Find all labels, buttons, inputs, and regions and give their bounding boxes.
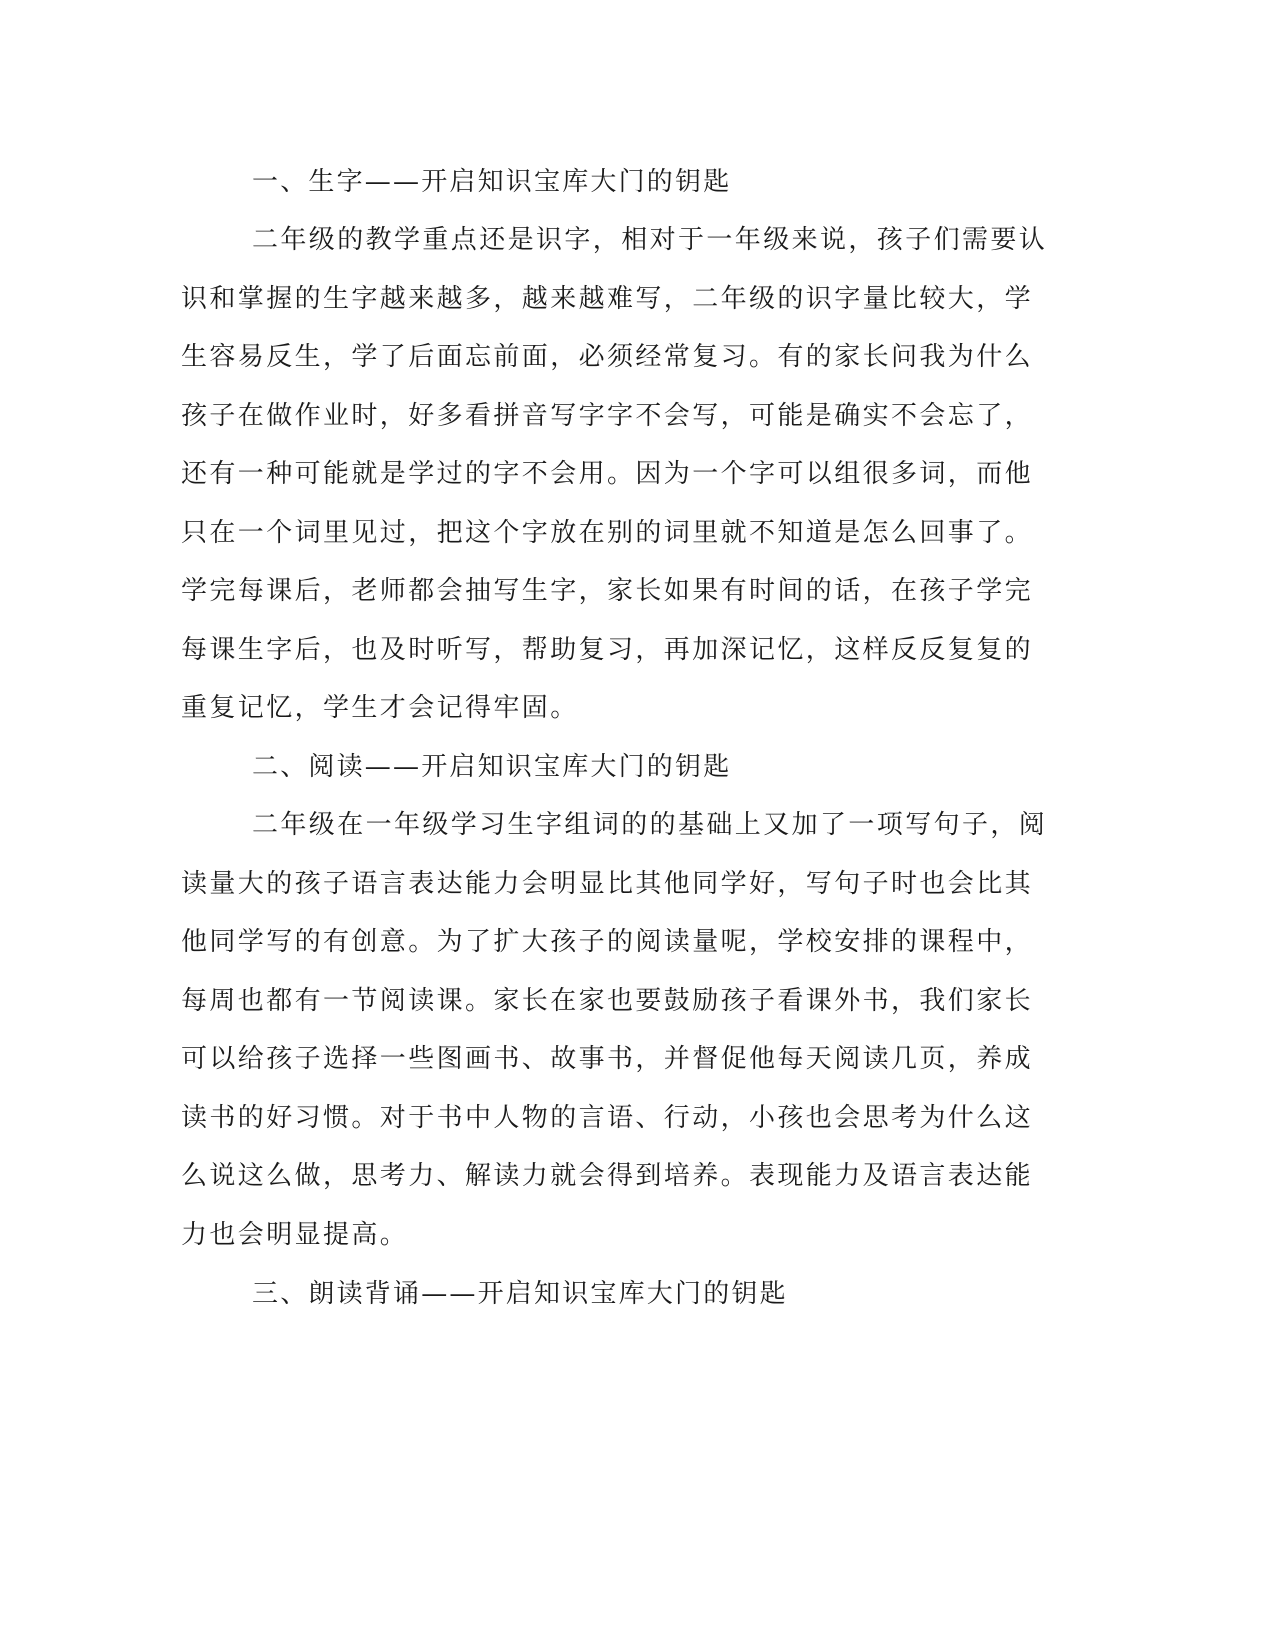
- paragraph-line: 还有一种可能就是学过的字不会用。因为一个字可以组很多词，而他: [181, 459, 1034, 489]
- paragraph-line: 力也会明显提高。: [181, 1220, 409, 1250]
- paragraph-line: 每周也都有一节阅读课。家长在家也要鼓励孩子看课外书，我们家长: [181, 986, 1034, 1016]
- paragraph-line: 学完每课后，老师都会抽写生字，家长如果有时间的话，在孩子学完: [181, 576, 1034, 606]
- paragraph-line: 只在一个词里见过，把这个字放在别的词里就不知道是怎么回事了。: [181, 518, 1034, 548]
- paragraph-line: 他同学写的有创意。为了扩大孩子的阅读量呢，学校安排的课程中，: [181, 927, 1034, 957]
- paragraph-line: 读书的好习惯。对于书中人物的言语、行动，小孩也会思考为什么这: [181, 1103, 1034, 1133]
- paragraph-line: 二年级在一年级学习生字组词的的基础上又加了一项写句子，阅: [252, 810, 1048, 840]
- paragraph-line: 生容易反生，学了后面忘前面，必须经常复习。有的家长问我为什么: [181, 342, 1034, 372]
- paragraph-line: 可以给孩子选择一些图画书、故事书，并督促他每天阅读几页，养成: [181, 1044, 1034, 1074]
- section-heading-3: 三、朗读背诵——开启知识宝库大门的钥匙: [252, 1279, 788, 1309]
- paragraph-line: 重复记忆，学生才会记得牢固。: [181, 693, 579, 723]
- paragraph-line: 读量大的孩子语言表达能力会明显比其他同学好，写句子时也会比其: [181, 869, 1034, 899]
- section-heading-1: 一、生字——开启知识宝库大门的钥匙: [252, 167, 732, 197]
- paragraph-line: 识和掌握的生字越来越多，越来越难写，二年级的识字量比较大，学: [181, 284, 1034, 314]
- section-heading-2: 二、阅读——开启知识宝库大门的钥匙: [252, 752, 732, 782]
- paragraph-line: 么说这么做，思考力、解读力就会得到培养。表现能力及语言表达能: [181, 1161, 1034, 1191]
- paragraph-line: 二年级的教学重点还是识字，相对于一年级来说，孩子们需要认: [252, 225, 1048, 255]
- paragraph-line: 孩子在做作业时，好多看拼音写字字不会写，可能是确实不会忘了，: [181, 401, 1034, 431]
- paragraph-line: 每课生字后，也及时听写，帮助复习，再加深记忆，这样反反复复的: [181, 635, 1034, 665]
